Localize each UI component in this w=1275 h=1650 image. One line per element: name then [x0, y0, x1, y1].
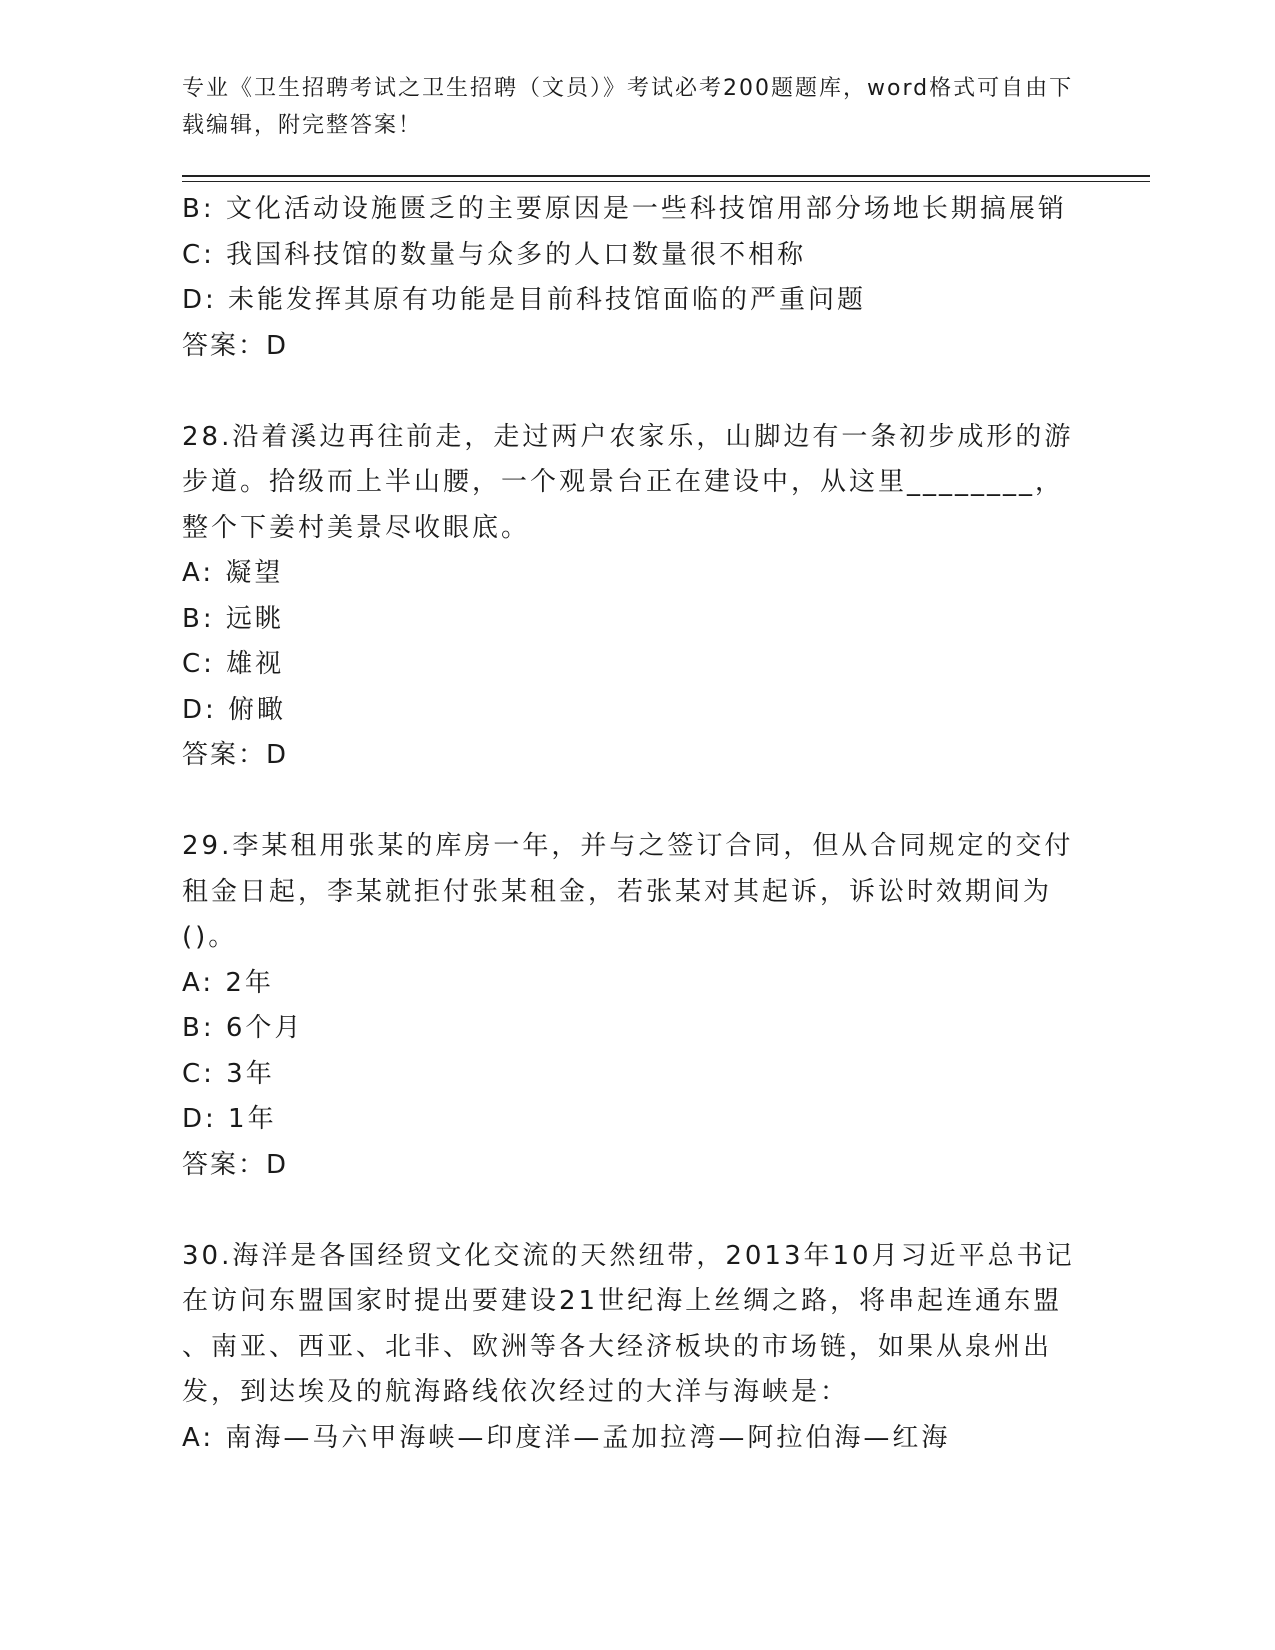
- option-a: A: 凝望: [182, 558, 284, 588]
- question-stem-line: 发，到达埃及的航海路线依次经过的大洋与海峡是：: [182, 1377, 850, 1407]
- question-30-block: [182, 1234, 1082, 1462]
- question-stem-line: ()。: [182, 922, 238, 952]
- question-stem-line: 租金日起，李某就拒付张某租金，若张某对其起诉，诉讼时效期间为: [182, 876, 1053, 907]
- option-c: C: 雄视: [182, 649, 285, 679]
- option-d: D: 未能发挥其原有功能是目前科技馆面临的严重问题: [182, 285, 867, 315]
- spacer: [182, 1188, 1082, 1234]
- option-b: B: 文化活动设施匮乏的主要原因是一些科技馆用部分场地长期搞展销: [182, 194, 1067, 224]
- spacer: [182, 779, 1082, 825]
- prev-question-block: [182, 187, 1082, 369]
- option-d: D: 1年: [182, 1104, 277, 1134]
- question-stem-line: 、南亚、西亚、北非、欧洲等各大经济板块的市场链，如果从泉州出: [182, 1331, 1053, 1362]
- option-c: C: 3年: [182, 1058, 275, 1089]
- header-divider-thick: [182, 175, 1150, 177]
- option-a: A: 南海—马六甲海峡—印度洋—孟加拉湾—阿拉伯海—红海: [182, 1422, 951, 1453]
- option-c: C: 我国科技馆的数量与众多的人口数量很不相称: [182, 239, 807, 270]
- question-content: [182, 187, 1082, 1461]
- question-29-block: [182, 824, 1082, 1188]
- question-stem-line: 28.沿着溪边再往前走，走过两户农家乐，山脚边有一条初步成形的游: [182, 421, 1074, 452]
- option-d: D: 俯瞰: [182, 694, 287, 725]
- option-b: B: 6个月: [182, 1013, 304, 1043]
- document-header: 专业《卫生招聘考试之卫生招聘（文员）》考试必考200题题库，word格式可自由下载编辑，附完整答案！: [182, 76, 1074, 138]
- question-stem-line: 整个下姜村美景尽收眼底。: [182, 512, 531, 543]
- spacer: [182, 369, 1082, 415]
- option-a: A: 2年: [182, 967, 274, 998]
- option-b: B: 远眺: [182, 603, 284, 634]
- question-stem-line: 30.海洋是各国经贸文化交流的天然纽带，2013年10月习近平总书记: [182, 1240, 1075, 1271]
- question-stem-line: 在访问东盟国家时提出要建设21世纪海上丝绸之路，将串起连通东盟: [182, 1286, 1063, 1316]
- question-stem-line: 29.李某租用张某的库房一年，并与之签订合同，但从合同规定的交付: [182, 831, 1074, 861]
- answer-line: 答案：D: [182, 1149, 289, 1180]
- question-28-block: [182, 415, 1082, 779]
- answer-line: 答案：D: [182, 740, 289, 770]
- header-divider-thin: [182, 181, 1150, 182]
- question-stem-line: 步道。拾级而上半山腰，一个观景台正在建设中，从这里________，: [182, 467, 1065, 497]
- answer-line: 答案：D: [182, 330, 289, 361]
